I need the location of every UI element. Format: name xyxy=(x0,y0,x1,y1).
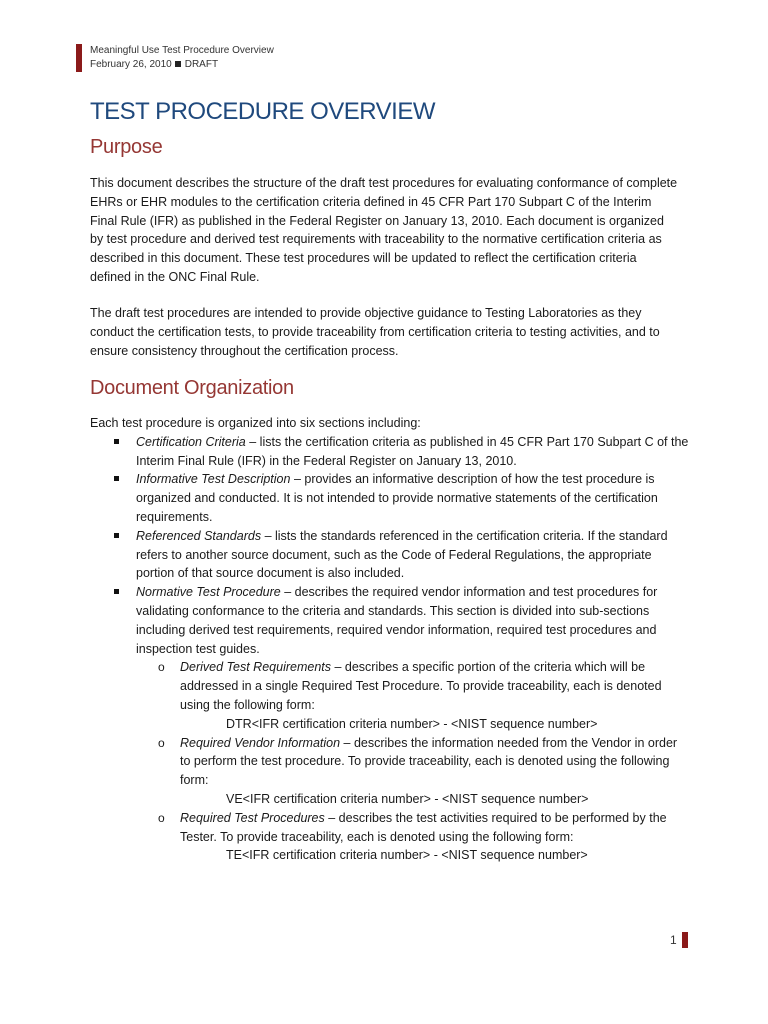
circle-bullet-icon: o xyxy=(158,810,165,825)
identifier-form: DTR<IFR certification criteria number> - <NIST sequence number> xyxy=(226,716,598,731)
item-text: – lists the standards referenced in the certification criteria. If the standard refers to another source document, such as the Code of Federal Regulations, the appropriate portion of that source document is also included. xyxy=(136,528,668,581)
header-date: February 26, 2010 xyxy=(90,59,172,70)
purpose-paragraph-1: This document describes the structure of the draft test procedures for evaluating conformance of complete EHRs or EHR modules to the certification criteria defined in 45 CFR Part 170 Subpart C of the Interim Final Rule (IFR) as published in the Federal Register on January 13, 2010. Each document is organized by test procedure and derived test requirements with traceability to the normative certification criteria as described in this document. These test procedures will be updated to reflect the certification criteria defined in the ONC Final Rule. xyxy=(90,176,678,284)
sub-list-item xyxy=(90,809,690,847)
item-text: – describes the required vendor information and test procedures for validating conformance to the criteria and standards. This section is divided into sub-sections including derived test requirements, required vendor information, required test procedures and inspection test guides. xyxy=(136,585,658,656)
identifier-form: VE<IFR certification criteria number> - <NIST sequence number> xyxy=(226,791,589,806)
square-bullet-icon xyxy=(114,589,119,594)
list-item xyxy=(90,527,690,583)
square-bullet-icon xyxy=(175,61,181,67)
header-accent-bar xyxy=(76,44,82,72)
item-term: Informative Test Description xyxy=(136,472,291,487)
subitem-text: – describes the test activities required to be performed by the Tester. To provide traceability, each is denoted using the following form: xyxy=(180,810,667,844)
header-date-line xyxy=(90,58,274,72)
circle-bullet-icon: o xyxy=(158,735,165,750)
item-text: – provides an informative description of how the test procedure is organized and conducted. It is not intended to provide normative statements of the certification requirements. xyxy=(136,472,658,524)
footer-accent-bar xyxy=(682,932,688,948)
item-text: – lists the certification criteria as published in 45 CFR Part 170 Subpart C of the Interim Final Rule (IFR) in the Federal Register on January 13, 2010. xyxy=(136,434,689,468)
sub-list-item xyxy=(90,734,690,790)
square-bullet-icon xyxy=(114,533,119,538)
item-term: Certification Criteria xyxy=(136,434,246,449)
square-bullet-icon xyxy=(114,476,119,481)
subitem-term: Required Test Procedures xyxy=(180,810,325,825)
square-bullet-icon xyxy=(114,439,119,444)
subitem-term: Required Vendor Information xyxy=(180,735,341,750)
purpose-paragraph-2: The draft test procedures are intended to provide objective guidance to Testing Laboratories as they conduct the certification tests, to provide traceability from certification criteria to testing activities, and to ensure consistency throughout the certification process. xyxy=(90,306,660,358)
header-status: DRAFT xyxy=(184,59,219,70)
organization-heading: Document Organization xyxy=(90,377,294,399)
subitem-text: – describes the information needed from the Vendor in order to perform the test procedure. To provide traceability, each is denoted using the following form: xyxy=(180,735,678,788)
subitem-term: Derived Test Requirements xyxy=(180,660,331,675)
item-term: Referenced Standards xyxy=(136,528,262,543)
sub-list-item xyxy=(90,658,690,714)
running-header xyxy=(90,44,274,72)
organization-intro: Each test procedure is organized into six sections including: xyxy=(90,416,421,430)
identifier-form: TE<IFR certification criteria number> - <NIST sequence number> xyxy=(226,848,588,863)
subitem-text: – describes a specific portion of the criteria which will be addressed in a single Required Test Procedure. To provide traceability, each is denoted using the following form: xyxy=(180,660,662,712)
page-title: TEST PROCEDURE OVERVIEW xyxy=(90,98,436,125)
list-item xyxy=(90,433,690,471)
list-item xyxy=(90,583,690,658)
header-doc-title: Meaningful Use Test Procedure Overview xyxy=(90,45,274,56)
page-number: 1 xyxy=(670,933,677,947)
item-term: Normative Test Procedure xyxy=(136,585,281,600)
purpose-heading: Purpose xyxy=(90,136,163,158)
organization-section xyxy=(90,414,690,865)
list-item xyxy=(90,470,690,526)
circle-bullet-icon: o xyxy=(158,660,165,675)
